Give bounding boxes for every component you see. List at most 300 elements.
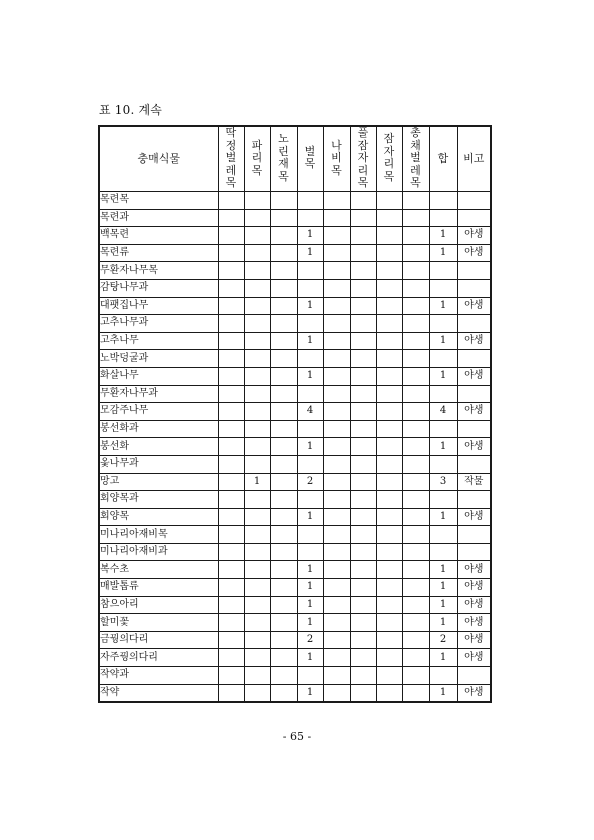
- plant-name: 봉선화과: [99, 420, 218, 438]
- count-cell: [376, 403, 402, 421]
- count-cell: [350, 244, 376, 262]
- header-order-label: 총 채 벌 레 목: [410, 126, 421, 189]
- count-cell: [270, 455, 297, 473]
- count-cell: [402, 631, 429, 649]
- count-cell: [376, 279, 402, 297]
- count-cell: [350, 684, 376, 702]
- total-cell: [429, 192, 457, 210]
- table-row: [99, 491, 491, 509]
- pollinator-table: [98, 125, 492, 703]
- plant-name: 무환자나무목: [99, 262, 218, 280]
- count-cell: [218, 438, 244, 456]
- note-cell: 야생: [457, 508, 491, 526]
- count-cell: [244, 561, 270, 579]
- count-cell: [350, 649, 376, 667]
- count-cell: [323, 561, 350, 579]
- total-cell: 1: [429, 579, 457, 597]
- count-cell: [323, 614, 350, 632]
- count-cell: [402, 614, 429, 632]
- count-cell: [323, 262, 350, 280]
- count-cell: [376, 227, 402, 245]
- count-cell: [244, 420, 270, 438]
- count-cell: [323, 332, 350, 350]
- count-cell: [323, 227, 350, 245]
- note-cell: 야생: [457, 403, 491, 421]
- count-cell: [244, 684, 270, 702]
- table-row: [99, 526, 491, 544]
- count-cell: [244, 526, 270, 544]
- plant-name: 고추나무: [99, 332, 218, 350]
- count-cell: [376, 561, 402, 579]
- count-cell: [270, 438, 297, 456]
- count-cell: [402, 543, 429, 561]
- count-cell: [244, 367, 270, 385]
- count-cell: [218, 315, 244, 333]
- count-cell: [270, 367, 297, 385]
- plant-name: 목련과: [99, 209, 218, 227]
- count-cell: [350, 209, 376, 227]
- table-row: [99, 192, 491, 210]
- count-cell: [376, 315, 402, 333]
- count-cell: [218, 684, 244, 702]
- count-cell: [244, 649, 270, 667]
- count-cell: [218, 420, 244, 438]
- count-cell: [218, 262, 244, 280]
- count-cell: [323, 579, 350, 597]
- count-cell: 1: [297, 614, 323, 632]
- note-cell: 야생: [457, 561, 491, 579]
- table-row: [99, 614, 491, 632]
- count-cell: 1: [297, 438, 323, 456]
- total-cell: 1: [429, 227, 457, 245]
- header-order-label: 나 비 목: [331, 138, 342, 177]
- header-order: [350, 126, 376, 192]
- count-cell: [297, 420, 323, 438]
- count-cell: [218, 543, 244, 561]
- count-cell: [270, 279, 297, 297]
- table-row: [99, 596, 491, 614]
- count-cell: [218, 667, 244, 685]
- table-row: [99, 403, 491, 421]
- count-cell: 2: [297, 473, 323, 491]
- count-cell: [218, 596, 244, 614]
- count-cell: [218, 332, 244, 350]
- count-cell: [376, 297, 402, 315]
- note-cell: [457, 350, 491, 368]
- count-cell: [350, 438, 376, 456]
- count-cell: 4: [297, 403, 323, 421]
- table-row: [99, 667, 491, 685]
- count-cell: [402, 684, 429, 702]
- header-row: [99, 126, 491, 192]
- count-cell: [218, 473, 244, 491]
- table-row: [99, 649, 491, 667]
- count-cell: [323, 473, 350, 491]
- table-row: [99, 332, 491, 350]
- count-cell: [244, 227, 270, 245]
- note-cell: 야생: [457, 631, 491, 649]
- header-order-label: 노 린 재 목: [278, 132, 289, 183]
- count-cell: [270, 350, 297, 368]
- count-cell: [350, 667, 376, 685]
- count-cell: [402, 262, 429, 280]
- count-cell: [297, 262, 323, 280]
- total-cell: 1: [429, 244, 457, 262]
- count-cell: [402, 438, 429, 456]
- count-cell: [402, 315, 429, 333]
- plant-name: 회양목과: [99, 491, 218, 509]
- plant-name: 금꿩의다리: [99, 631, 218, 649]
- total-cell: 1: [429, 367, 457, 385]
- count-cell: [376, 667, 402, 685]
- count-cell: [376, 579, 402, 597]
- count-cell: [323, 491, 350, 509]
- count-cell: [218, 631, 244, 649]
- note-cell: 야생: [457, 227, 491, 245]
- count-cell: [323, 385, 350, 403]
- note-cell: [457, 279, 491, 297]
- plant-name: 망고: [99, 473, 218, 491]
- count-cell: [244, 508, 270, 526]
- table-row: [99, 543, 491, 561]
- plant-name: 회양목: [99, 508, 218, 526]
- total-cell: 1: [429, 649, 457, 667]
- total-cell: 1: [429, 596, 457, 614]
- count-cell: [402, 227, 429, 245]
- count-cell: 1: [297, 367, 323, 385]
- count-cell: [270, 297, 297, 315]
- count-cell: [297, 350, 323, 368]
- count-cell: [244, 262, 270, 280]
- total-cell: 1: [429, 614, 457, 632]
- header-order-label: 벌 목: [304, 144, 316, 171]
- count-cell: [270, 244, 297, 262]
- total-cell: [429, 667, 457, 685]
- total-cell: [429, 420, 457, 438]
- note-cell: [457, 192, 491, 210]
- count-cell: [270, 332, 297, 350]
- plant-name: 옻나무과: [99, 455, 218, 473]
- note-cell: [457, 526, 491, 544]
- table-row: [99, 508, 491, 526]
- count-cell: 1: [297, 684, 323, 702]
- count-cell: [402, 526, 429, 544]
- count-cell: [218, 385, 244, 403]
- total-cell: [429, 385, 457, 403]
- total-cell: 1: [429, 561, 457, 579]
- count-cell: [350, 315, 376, 333]
- count-cell: [297, 279, 323, 297]
- table-row: [99, 279, 491, 297]
- count-cell: [376, 526, 402, 544]
- count-cell: [376, 491, 402, 509]
- count-cell: [402, 508, 429, 526]
- header-total: 합: [429, 126, 457, 192]
- count-cell: [218, 561, 244, 579]
- count-cell: [402, 332, 429, 350]
- count-cell: [376, 596, 402, 614]
- count-cell: [218, 209, 244, 227]
- count-cell: [376, 438, 402, 456]
- count-cell: [270, 192, 297, 210]
- count-cell: [402, 367, 429, 385]
- count-cell: [244, 596, 270, 614]
- plant-name: 감탕나무과: [99, 279, 218, 297]
- count-cell: [350, 420, 376, 438]
- count-cell: [270, 684, 297, 702]
- count-cell: [350, 579, 376, 597]
- note-cell: [457, 491, 491, 509]
- count-cell: [270, 649, 297, 667]
- count-cell: [270, 631, 297, 649]
- count-cell: 1: [297, 332, 323, 350]
- count-cell: [244, 350, 270, 368]
- count-cell: [350, 526, 376, 544]
- count-cell: [218, 508, 244, 526]
- count-cell: [218, 579, 244, 597]
- count-cell: 1: [297, 579, 323, 597]
- count-cell: [350, 614, 376, 632]
- count-cell: [376, 631, 402, 649]
- count-cell: [270, 614, 297, 632]
- count-cell: [244, 455, 270, 473]
- count-cell: [323, 438, 350, 456]
- plant-name: 화살나무: [99, 367, 218, 385]
- count-cell: [323, 350, 350, 368]
- count-cell: [376, 543, 402, 561]
- table-caption: 표 10. 계속: [99, 103, 163, 117]
- table-row: [99, 684, 491, 702]
- count-cell: [218, 491, 244, 509]
- note-cell: [457, 667, 491, 685]
- count-cell: [402, 579, 429, 597]
- note-cell: [457, 420, 491, 438]
- count-cell: [244, 244, 270, 262]
- header-order: [270, 126, 297, 192]
- note-cell: 야생: [457, 438, 491, 456]
- count-cell: [402, 297, 429, 315]
- total-cell: 4: [429, 403, 457, 421]
- total-cell: [429, 209, 457, 227]
- count-cell: [350, 332, 376, 350]
- count-cell: [323, 209, 350, 227]
- count-cell: [218, 649, 244, 667]
- table-row: [99, 579, 491, 597]
- plant-name: 미나리아재비목: [99, 526, 218, 544]
- note-cell: 야생: [457, 297, 491, 315]
- count-cell: [270, 508, 297, 526]
- count-cell: [297, 667, 323, 685]
- header-note: 비고: [457, 126, 491, 192]
- count-cell: [218, 403, 244, 421]
- count-cell: [376, 684, 402, 702]
- count-cell: [350, 367, 376, 385]
- count-cell: [376, 473, 402, 491]
- count-cell: [402, 350, 429, 368]
- count-cell: 1: [297, 297, 323, 315]
- total-cell: [429, 279, 457, 297]
- count-cell: 1: [297, 596, 323, 614]
- count-cell: [376, 420, 402, 438]
- count-cell: [297, 385, 323, 403]
- count-cell: [323, 420, 350, 438]
- total-cell: [429, 491, 457, 509]
- count-cell: [323, 649, 350, 667]
- total-cell: 3: [429, 473, 457, 491]
- count-cell: [270, 209, 297, 227]
- header-order: [297, 126, 323, 192]
- count-cell: [402, 491, 429, 509]
- count-cell: [350, 561, 376, 579]
- count-cell: [376, 385, 402, 403]
- total-cell: 1: [429, 332, 457, 350]
- table-row: [99, 350, 491, 368]
- note-cell: 작물: [457, 473, 491, 491]
- count-cell: [270, 473, 297, 491]
- plant-name: 복수초: [99, 561, 218, 579]
- count-cell: 1: [297, 561, 323, 579]
- plant-name: 무환자나무과: [99, 385, 218, 403]
- total-cell: 1: [429, 508, 457, 526]
- count-cell: [323, 279, 350, 297]
- count-cell: [270, 579, 297, 597]
- count-cell: [350, 491, 376, 509]
- count-cell: [402, 385, 429, 403]
- table-row: [99, 438, 491, 456]
- count-cell: 1: [297, 649, 323, 667]
- count-cell: [244, 543, 270, 561]
- count-cell: [323, 297, 350, 315]
- note-cell: [457, 385, 491, 403]
- count-cell: [323, 244, 350, 262]
- plant-name: 할미꽃: [99, 614, 218, 632]
- page-number: - 65 -: [282, 730, 312, 743]
- count-cell: [244, 403, 270, 421]
- count-cell: [244, 279, 270, 297]
- count-cell: [323, 684, 350, 702]
- count-cell: [323, 631, 350, 649]
- total-cell: [429, 526, 457, 544]
- count-cell: [350, 385, 376, 403]
- plant-name: 목련류: [99, 244, 218, 262]
- header-order-label: 잠 자 리 목: [383, 132, 395, 183]
- count-cell: [323, 315, 350, 333]
- note-cell: [457, 455, 491, 473]
- header-plant: 충매식물: [99, 126, 218, 192]
- count-cell: [270, 561, 297, 579]
- count-cell: [244, 209, 270, 227]
- count-cell: [376, 332, 402, 350]
- count-cell: [297, 526, 323, 544]
- count-cell: [323, 596, 350, 614]
- note-cell: 야생: [457, 367, 491, 385]
- count-cell: 1: [297, 227, 323, 245]
- count-cell: [350, 403, 376, 421]
- plant-name: 대팻집나무: [99, 297, 218, 315]
- header-order: [323, 126, 350, 192]
- count-cell: [402, 667, 429, 685]
- count-cell: [376, 350, 402, 368]
- count-cell: [270, 596, 297, 614]
- plant-name: 봉선화: [99, 438, 218, 456]
- count-cell: [218, 227, 244, 245]
- table-row: [99, 455, 491, 473]
- header-order-label: 풀 잠 자 리 목: [357, 126, 369, 189]
- count-cell: [350, 350, 376, 368]
- header-order: [402, 126, 429, 192]
- count-cell: [350, 631, 376, 649]
- count-cell: [376, 455, 402, 473]
- count-cell: [218, 297, 244, 315]
- count-cell: [350, 192, 376, 210]
- count-cell: [218, 244, 244, 262]
- count-cell: [323, 667, 350, 685]
- count-cell: [218, 455, 244, 473]
- count-cell: [270, 526, 297, 544]
- count-cell: [350, 279, 376, 297]
- count-cell: [350, 227, 376, 245]
- count-cell: [402, 649, 429, 667]
- table-row: [99, 631, 491, 649]
- count-cell: [350, 455, 376, 473]
- count-cell: [244, 631, 270, 649]
- count-cell: [244, 491, 270, 509]
- count-cell: [270, 543, 297, 561]
- note-cell: 야생: [457, 596, 491, 614]
- table-row: [99, 209, 491, 227]
- table-row: [99, 385, 491, 403]
- count-cell: [244, 438, 270, 456]
- count-cell: [350, 596, 376, 614]
- count-cell: [350, 508, 376, 526]
- count-cell: [323, 526, 350, 544]
- count-cell: [244, 315, 270, 333]
- table-row: [99, 367, 491, 385]
- plant-name: 작약과: [99, 667, 218, 685]
- table-row: [99, 473, 491, 491]
- count-cell: [270, 262, 297, 280]
- count-cell: [270, 315, 297, 333]
- count-cell: [402, 561, 429, 579]
- note-cell: 야생: [457, 614, 491, 632]
- count-cell: [402, 455, 429, 473]
- count-cell: [323, 192, 350, 210]
- total-cell: [429, 315, 457, 333]
- count-cell: [376, 614, 402, 632]
- count-cell: [270, 667, 297, 685]
- note-cell: [457, 543, 491, 561]
- count-cell: [218, 367, 244, 385]
- plant-name: 목련목: [99, 192, 218, 210]
- count-cell: [402, 596, 429, 614]
- note-cell: [457, 315, 491, 333]
- header-order: [218, 126, 244, 192]
- count-cell: [218, 350, 244, 368]
- plant-name: 매발톱류: [99, 579, 218, 597]
- header-order: [244, 126, 270, 192]
- count-cell: 1: [297, 244, 323, 262]
- total-cell: [429, 262, 457, 280]
- plant-name: 백목련: [99, 227, 218, 245]
- count-cell: [376, 192, 402, 210]
- count-cell: [323, 543, 350, 561]
- plant-name: 미나리아재비과: [99, 543, 218, 561]
- plant-name: 참으아리: [99, 596, 218, 614]
- count-cell: [402, 473, 429, 491]
- count-cell: [323, 508, 350, 526]
- count-cell: [297, 455, 323, 473]
- count-cell: [402, 403, 429, 421]
